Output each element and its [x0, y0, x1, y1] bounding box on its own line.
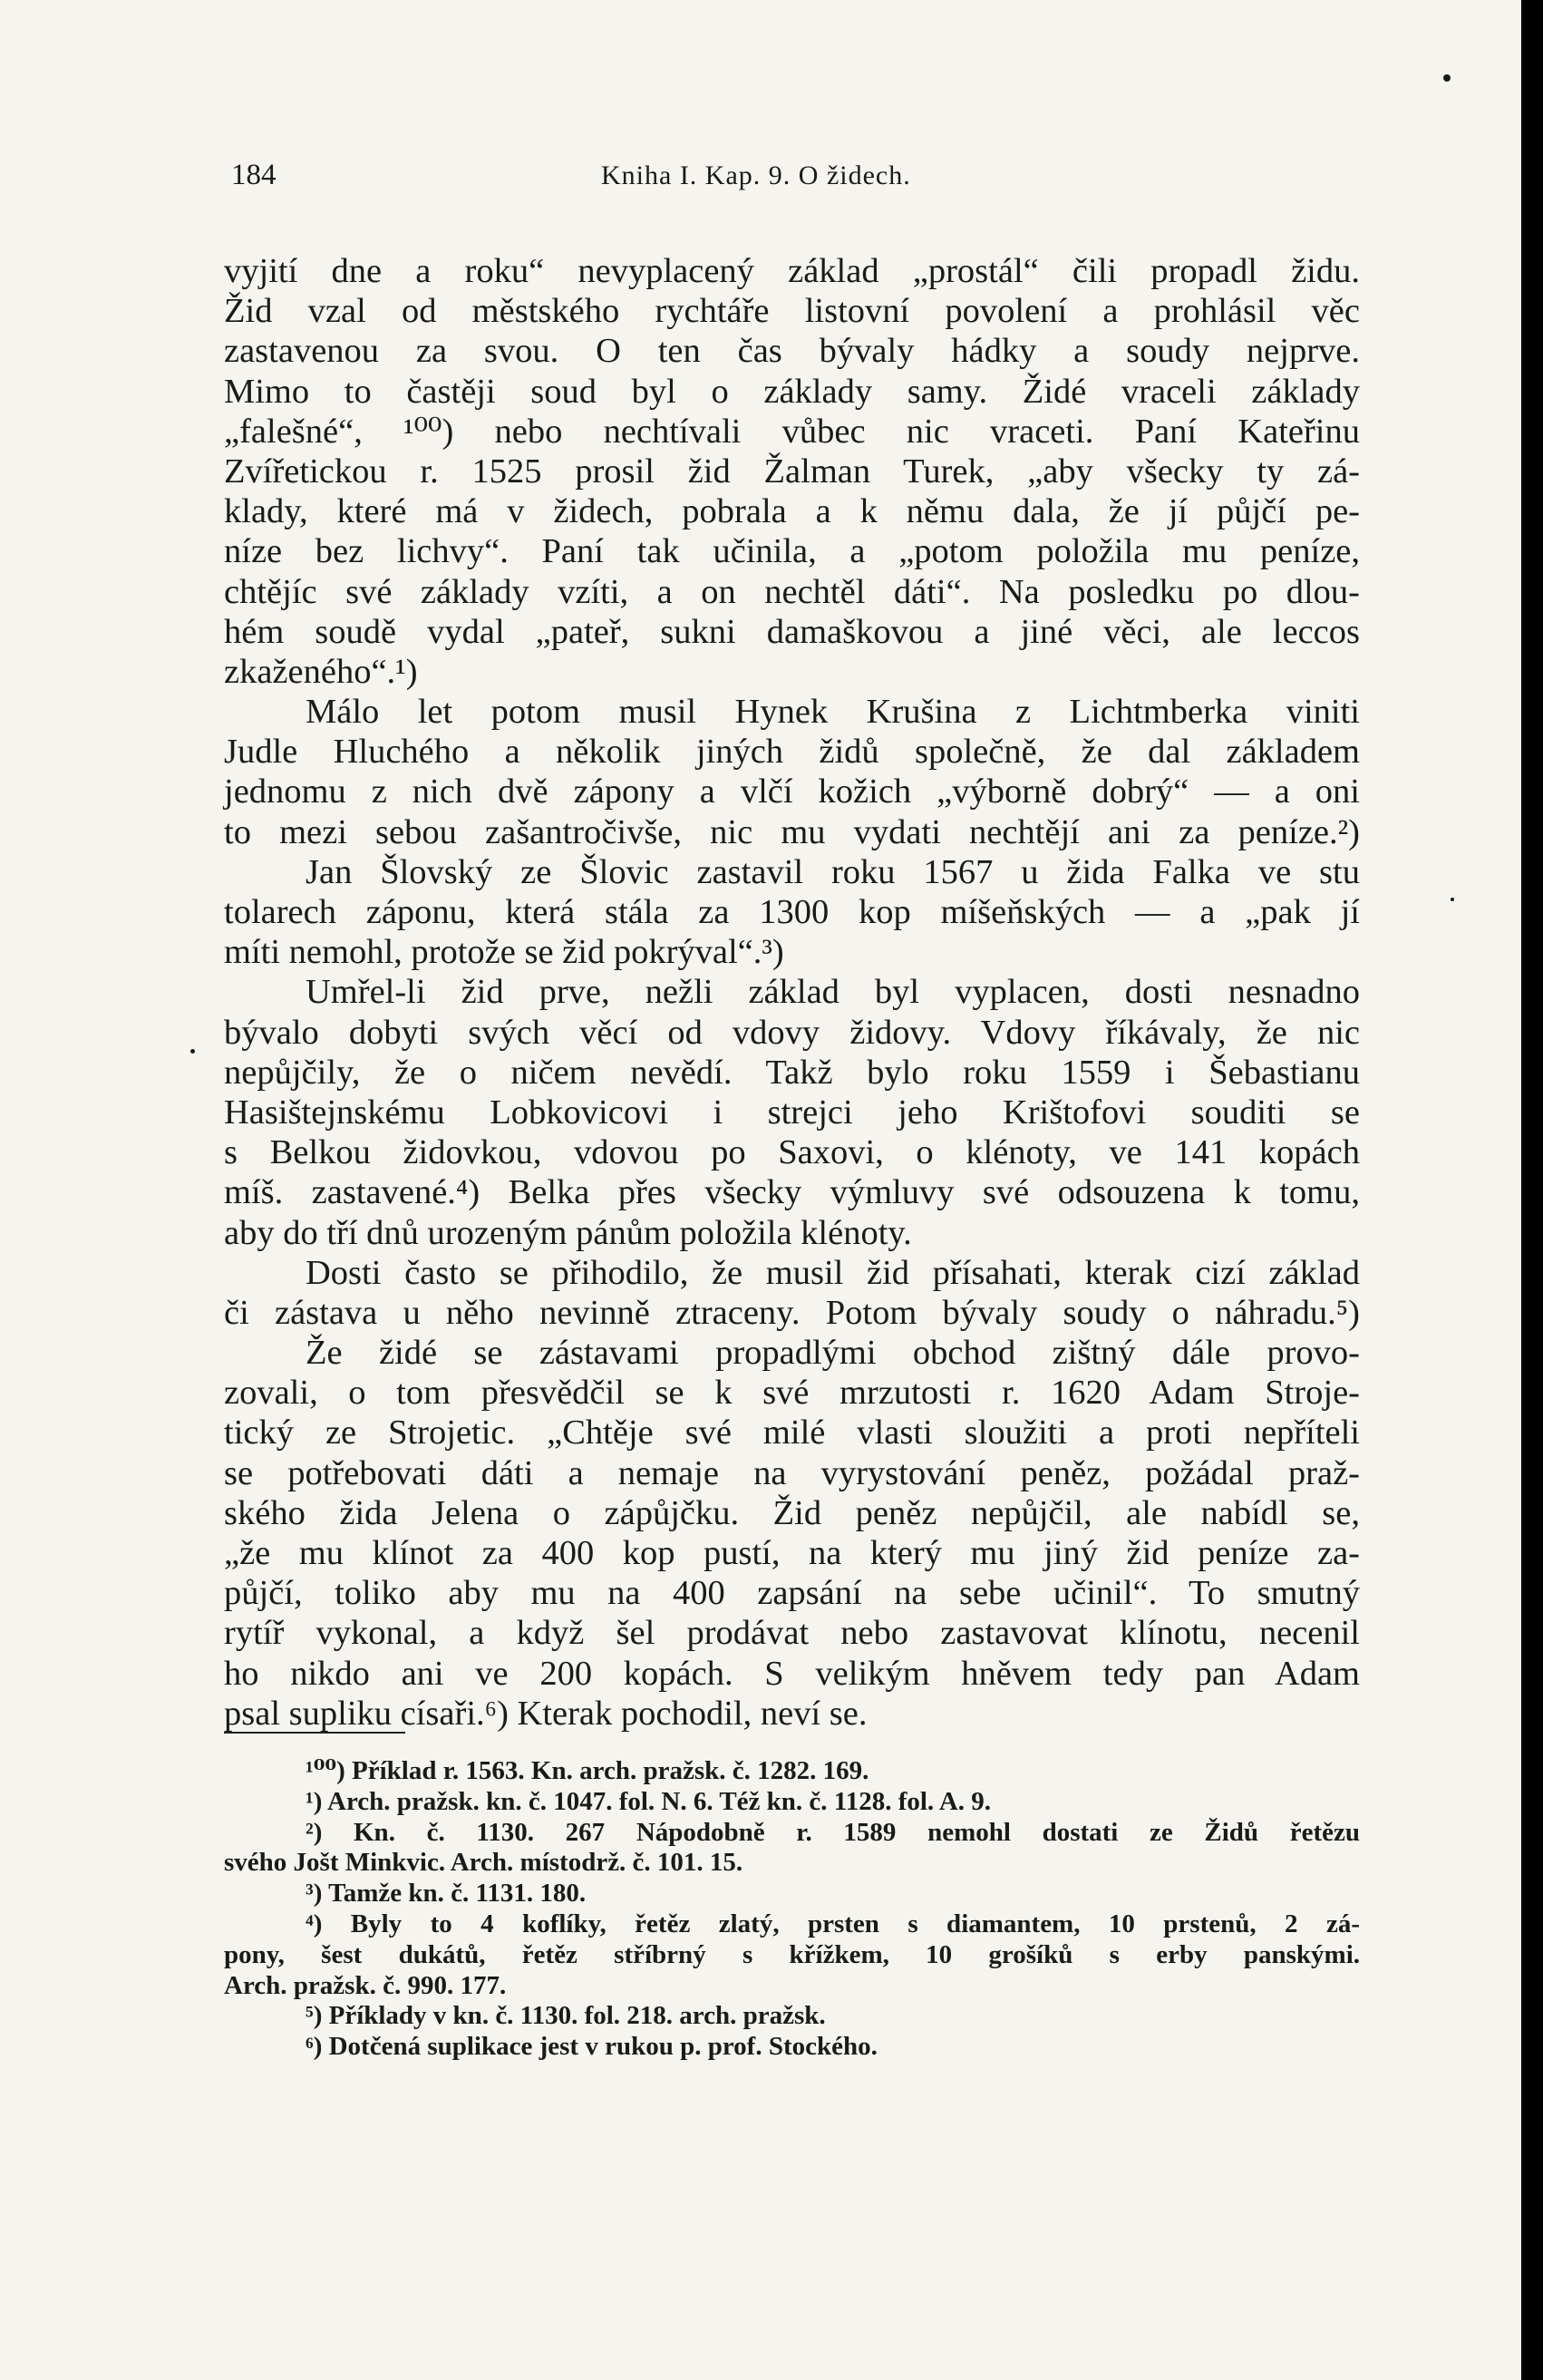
footnote: ¹) Arch. pražsk. kn. č. 1047. fol. N. 6. Též kn. č. 1128. fol. A. 9. — [306, 1786, 992, 1816]
text-line: zkaženého“.¹) — [224, 652, 418, 691]
running-head: Kniha I. Kap. 9. O židech. — [601, 160, 911, 190]
text-line: tický ze Strojetic. „Chtěje své milé vlasti sloužiti a proti nepříteli — [224, 1413, 1360, 1452]
footnote-divider — [224, 1732, 405, 1734]
footnote: ⁶) Dotčená suplikace jest v rukou p. prof. Stockého. — [306, 2032, 878, 2062]
paragraph-start: Dosti často se přihodilo, že musil žid přísahati, kterak cizí základ — [306, 1253, 1360, 1292]
footnote: ¹⁰⁰) Příklad r. 1563. Kn. arch. pražsk. č. 1282. 169. — [306, 1756, 869, 1785]
scan-speck — [1443, 74, 1451, 82]
text-line: níze bez lichvy“. Paní tak učinila, a „potom položila mu peníze, — [224, 532, 1360, 571]
body-text — [224, 251, 1360, 1734]
text-line: ského žida Jelena o zápůjčku. Žid peněz nepůjčil, ale nabídl se, — [224, 1493, 1360, 1532]
text-line: Hasištejnskému Lobkovicovi i strejci jeho Krištofovi souditi se — [224, 1093, 1360, 1132]
text-line: či zástava u něho nevinně ztraceny. Potom bývaly soudy o náhradu.⁵) — [224, 1293, 1360, 1332]
footnote-continuation: pony, šest dukátů, řetěz stříbrný s křížkem, 10 grošíků s erby panskými. — [224, 1939, 1360, 1969]
paragraph-start: Že židé se zástavami propadlými obchod zištný dále provo- — [306, 1334, 1360, 1373]
text-line: klady, které má v židech, pobrala a k němu dala, že jí půjčí pe- — [224, 492, 1360, 531]
text-line: jednomu z nich dvě zápony a vlčí kožich „výborně dobrý“ — a oni — [224, 772, 1360, 811]
footnote-continuation: svého Jošt Minkvic. Arch. místodrž. č. 101. 15. — [224, 1848, 743, 1878]
footnote: ³) Tamže kn. č. 1131. 180. — [306, 1879, 587, 1909]
text-line: „falešné“, ¹⁰⁰) nebo nechtívali vůbec nic vraceti. Paní Kateřinu — [224, 412, 1360, 451]
footnotes — [224, 1756, 1360, 2063]
text-line: Zvířetickou r. 1525 prosil žid Žalman Turek, „aby všecky ty zá- — [224, 452, 1360, 491]
text-line: Mimo to častěji soud byl o základy samy. Židé vraceli základy — [224, 372, 1360, 411]
text-line: míti nemohl, protože se žid pokrýval“.³) — [224, 933, 784, 972]
paragraph-start: Umřel-li žid prve, nežli základ byl vyplacen, dosti nesnadno — [306, 973, 1360, 1012]
text-line: půjčí, toliko aby mu na 400 zapsání na sebe učinil“. To smutný — [224, 1574, 1360, 1613]
text-line: tolarech záponu, která stála za 1300 kop míšeňských — a „pak jí — [224, 893, 1360, 931]
text-line: se potřebovati dáti a nemaje na vyrystování peněz, požádal praž- — [224, 1453, 1360, 1492]
scan-speck — [190, 1049, 195, 1054]
footnote: ⁴) Byly to 4 koflíky, řetěz zlatý, prsten s diamantem, 10 prstenů, 2 zá- — [306, 1909, 1360, 1938]
text-line: zastavenou za svou. O ten čas bývaly hádky a soudy nejprve. — [224, 332, 1360, 371]
page-header — [231, 159, 1301, 204]
text-line: psal supliku císaři.⁶) Kterak pochodil, neví se. — [224, 1694, 868, 1733]
text-line: Žid vzal od městského rychtáře listovní povolení a prohlásil věc — [224, 292, 1360, 331]
text-line: „že mu klínot za 400 kop pustí, na který mu jiný žid peníze za- — [224, 1534, 1360, 1572]
text-line: zovali, o tom přesvědčil se k své mrzutosti r. 1620 Adam Stroje- — [224, 1374, 1360, 1413]
text-line: hém soudě vydal „pateř, sukni damaškovou a jiné věci, ale leccos — [224, 612, 1360, 651]
scan-speck — [1451, 898, 1454, 901]
text-line: nepůjčily, že o ničem nevědí. Takž bylo roku 1559 i Šebastianu — [224, 1053, 1360, 1092]
footnote-continuation: Arch. pražsk. č. 990. 177. — [224, 1970, 507, 2000]
footnote: ²) Kn. č. 1130. 267 Nápodobně r. 1589 nemohl dostati ze Židů řetězu — [306, 1817, 1360, 1847]
page-number: 184 — [231, 159, 277, 191]
text-line: to mezi sebou zašantročivše, nic mu vydati nechtějí ani za peníze.²) — [224, 812, 1360, 851]
text-line: ho nikdo ani ve 200 kopách. S velikým hněvem tedy pan Adam — [224, 1654, 1360, 1693]
text-line: rytíř vykonal, a když šel prodávat nebo zastavovat klínotu, necenil — [224, 1614, 1360, 1653]
text-line: bývalo dobyti svých věcí od vdovy židovy. Vdovy říkávaly, že nic — [224, 1013, 1360, 1052]
footnote: ⁵) Příklady v kn. č. 1130. fol. 218. arch. pražsk. — [306, 2001, 826, 2031]
text-line: vyjití dne a roku“ nevyplacený základ „prostál“ čili propadl židu. — [224, 252, 1360, 290]
text-line: s Belkou židovkou, vdovou po Saxovi, o klénoty, ve 141 kopách — [224, 1133, 1360, 1172]
paragraph-start: Jan Šlovský ze Šlovic zastavil roku 1567 u žida Falka ve stu — [306, 852, 1360, 891]
paragraph-start: Málo let potom musil Hynek Krušina z Lichtmberka viniti — [306, 693, 1360, 732]
text-line: chtějíc své základy vzíti, a on nechtěl dáti“. Na posledku po dlou- — [224, 572, 1360, 611]
text-line: aby do tří dnů urozeným pánům položila klénoty. — [224, 1213, 912, 1252]
text-line: míš. zastavené.⁴) Belka přes všecky výmluvy své odsouzena k tomu, — [224, 1173, 1360, 1212]
text-line: Judle Hluchého a několik jiných židů společně, že dal základem — [224, 733, 1360, 772]
